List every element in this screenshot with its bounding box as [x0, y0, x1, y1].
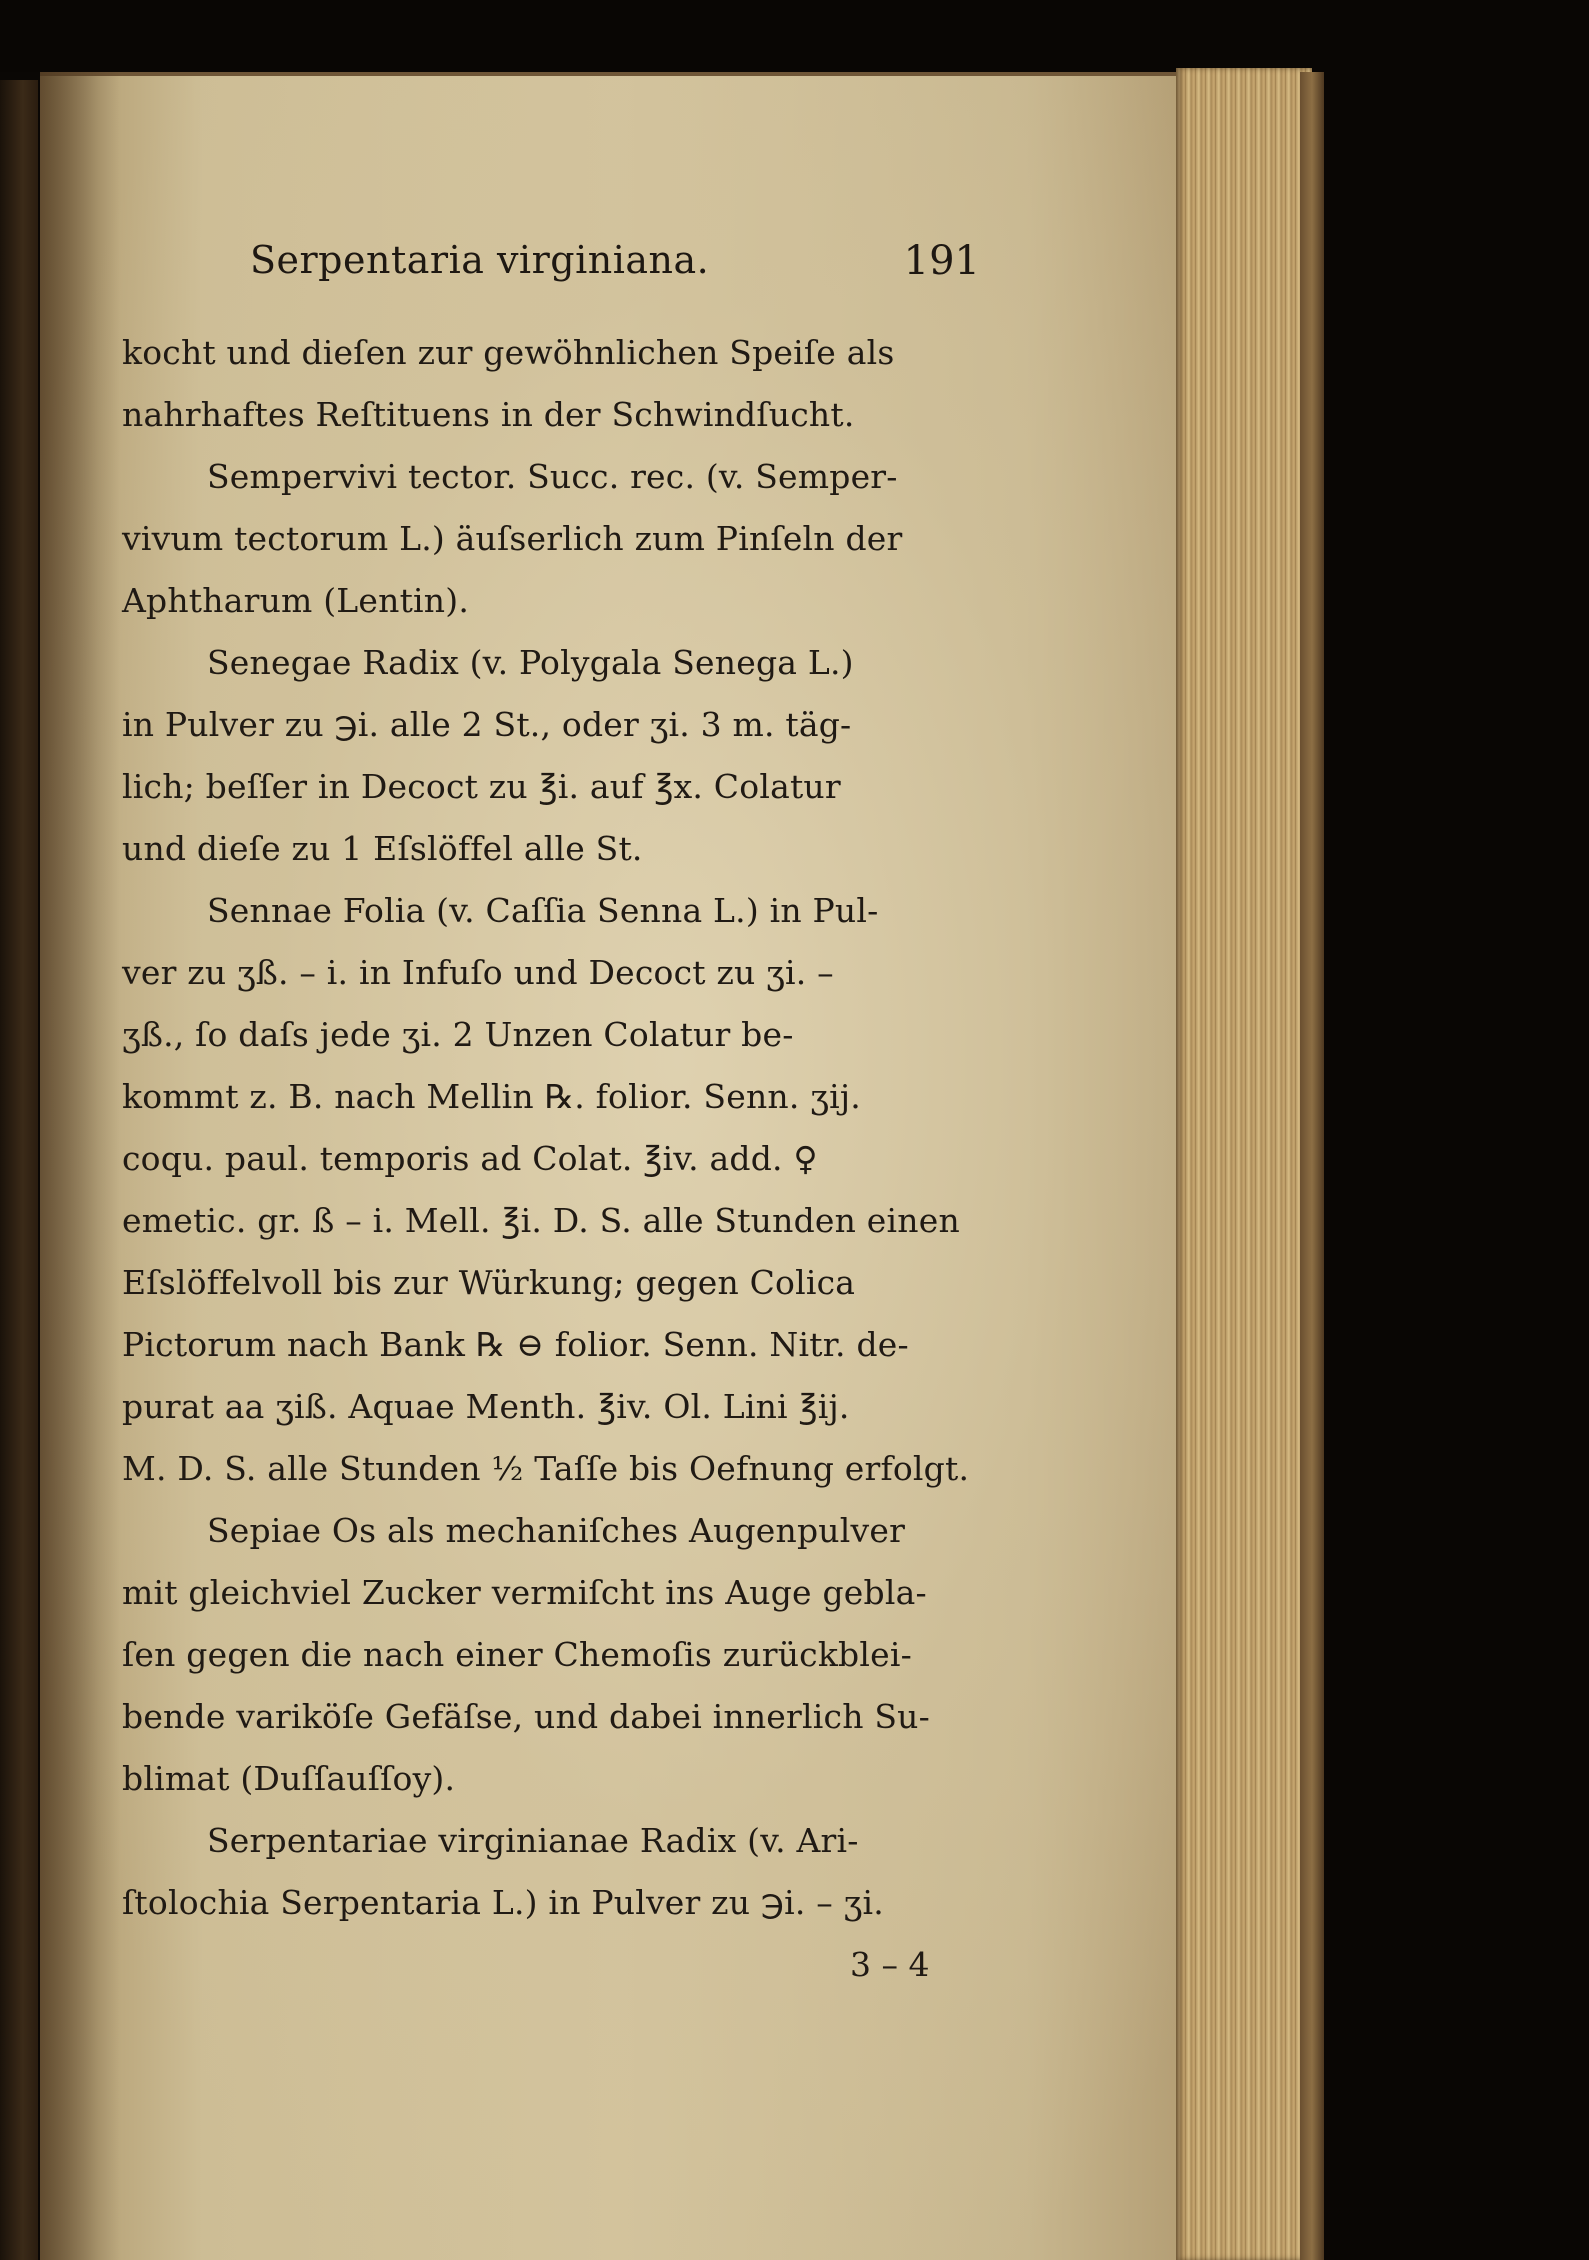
running-head	[250, 238, 980, 298]
text-line: kommt z. B. nach Mellin ℞. folior. Senn. ʒij.	[122, 1077, 861, 1116]
text-line: Senegae Radix (v. Polygala Senega L.)	[207, 643, 854, 682]
text-line: Sennae Folia (v. Caſſia Senna L.) in Pul-	[207, 891, 879, 930]
running-head-title: Serpentaria virginiana.	[250, 238, 710, 282]
page-block-edges	[1176, 68, 1312, 2260]
text-line: purat aa ʒiß. Aquae Menth. ℥iv. Ol. Lini ℥ij.	[122, 1387, 850, 1426]
background-right	[1324, 0, 1589, 2260]
text-line: Aphtharum (Lentin).	[122, 581, 470, 620]
text-line: Sepiae Os als mechaniſches Augenpulver	[207, 1511, 906, 1550]
text-line: mit gleichviel Zucker vermiſcht ins Auge gebla-	[122, 1573, 927, 1612]
text-line: ʒß., ſo daſs jede ʒi. 2 Unzen Colatur be-	[122, 1015, 794, 1054]
text-line: ver zu ʒß. – i. in Infuſo und Decoct zu ʒi. –	[122, 953, 834, 992]
text-line: nahrhaftes Reſtituens in der Schwindſucht.	[122, 395, 855, 434]
text-line: vivum tectorum L.) äuſserlich zum Pinſeln der	[122, 519, 903, 558]
text-line: und dieſe zu 1 Eſslöffel alle St.	[122, 829, 643, 868]
text-line: ſen gegen die nach einer Chemoſis zurückblei-	[122, 1635, 912, 1674]
text-line: emetic. gr. ß – i. Mell. ℥i. D. S. alle Stunden einen	[122, 1201, 960, 1240]
text-line: lich; beſſer in Decoct zu ℥i. auf ℥x. Colatur	[122, 767, 841, 806]
text-line: ſtolochia Serpentaria L.) in Pulver zu ℈i. – ʒi.	[122, 1883, 884, 1922]
page-number: 191	[903, 238, 980, 284]
text-line: kocht und dieſen zur gewöhnlichen Speiſe als	[122, 333, 895, 372]
text-line: Eſslöffelvoll bis zur Würkung; gegen Colica	[122, 1263, 856, 1302]
text-line: Pictorum nach Bank ℞ ⊖ folior. Senn. Nitr. de-	[122, 1325, 909, 1364]
text-line: bende variköſe Gefäſse, und dabei innerlich Su-	[122, 1697, 930, 1736]
background-top	[0, 0, 1324, 72]
text-line: Serpentariae virginianae Radix (v. Ari-	[207, 1821, 859, 1860]
text-line: in Pulver zu ℈i. alle 2 St., oder ʒi. 3 m. täg-	[122, 705, 852, 744]
facing-page-edge	[0, 80, 38, 2260]
catchword: 3 – 4	[850, 1945, 930, 1984]
text-line: coqu. paul. temporis ad Colat. ℥iv. add. ♀	[122, 1139, 818, 1178]
text-line: blimat (Duſſauſſoy).	[122, 1759, 456, 1798]
text-line: Sempervivi tector. Succ. rec. (v. Semper-	[207, 457, 898, 496]
text-line: M. D. S. alle Stunden ½ Taſſe bis Oefnung erfolgt.	[122, 1449, 970, 1488]
cover-board	[1300, 72, 1324, 2260]
